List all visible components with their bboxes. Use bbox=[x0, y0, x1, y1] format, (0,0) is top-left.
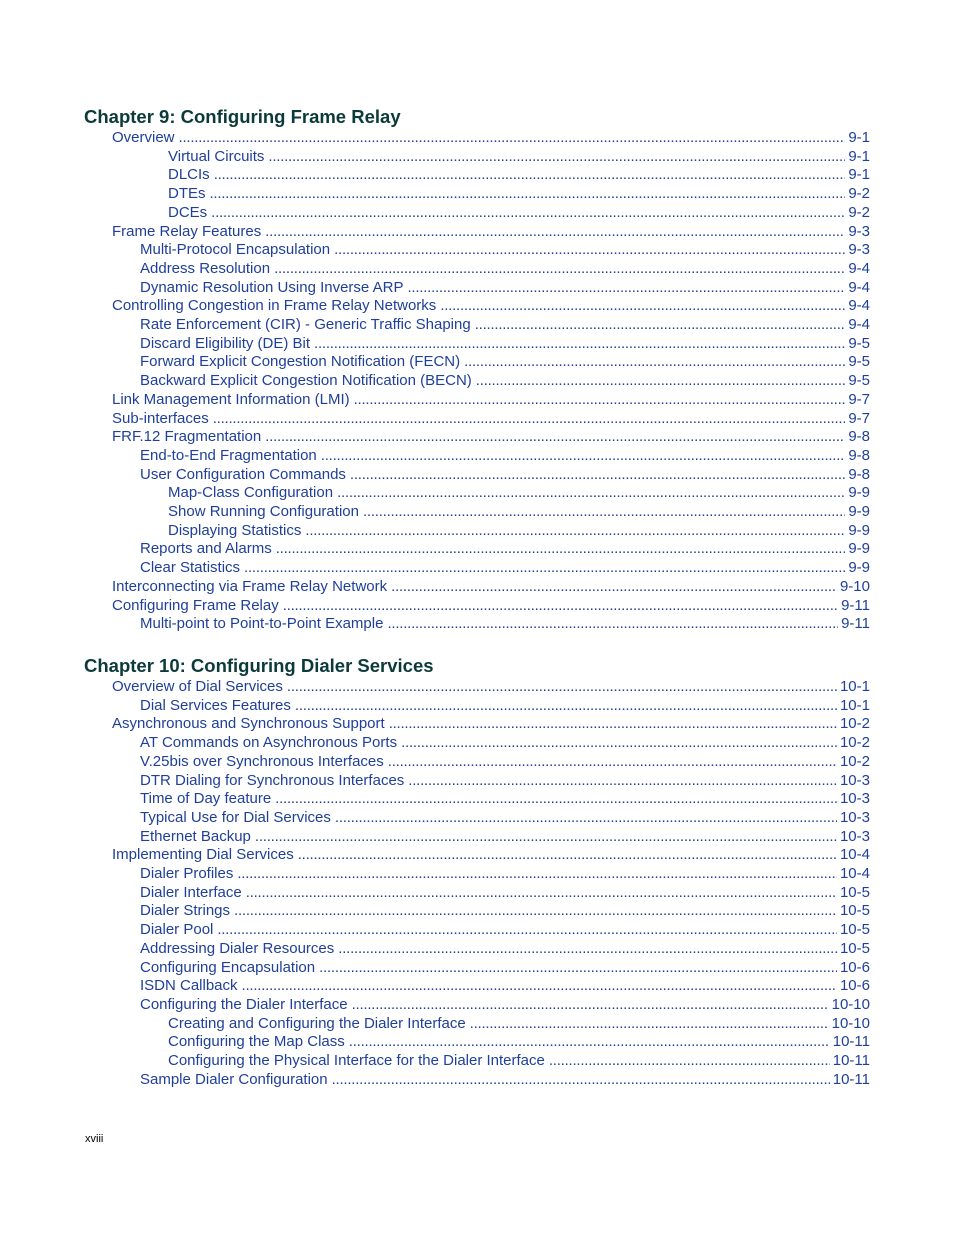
toc-entry[interactable] bbox=[168, 484, 870, 503]
dot-leader bbox=[352, 996, 829, 1015]
toc-entry[interactable] bbox=[140, 540, 870, 559]
toc-entry-page: 9-9 bbox=[848, 540, 870, 558]
dot-leader bbox=[213, 410, 846, 429]
toc-entry-page: 9-9 bbox=[848, 503, 870, 520]
dot-leader bbox=[440, 297, 845, 316]
toc-entry-label: DLCIs bbox=[168, 166, 210, 184]
dot-leader bbox=[334, 241, 845, 260]
dot-leader bbox=[319, 959, 837, 978]
toc-entry-page: 9-4 bbox=[848, 259, 870, 277]
toc-entry[interactable] bbox=[112, 410, 870, 429]
toc-entry-page: 9-8 bbox=[848, 446, 870, 464]
toc-entry-page: 9-2 bbox=[848, 185, 870, 203]
toc-entry-page: 9-9 bbox=[848, 559, 870, 577]
toc-entry-label: AT Commands on Asynchronous Ports bbox=[140, 734, 398, 752]
toc-entry[interactable] bbox=[140, 353, 870, 372]
toc-entry[interactable] bbox=[140, 902, 870, 921]
dot-leader bbox=[321, 447, 846, 466]
toc-entry-label: Interconnecting via Frame Relay Network bbox=[112, 577, 388, 595]
toc-entry[interactable] bbox=[168, 1033, 870, 1052]
toc-entry-label: Controlling Congestion in Frame Relay Networks bbox=[112, 297, 437, 315]
dot-leader bbox=[476, 372, 846, 391]
dot-leader bbox=[246, 884, 837, 903]
toc-entry-page: 9-11 bbox=[841, 615, 870, 633]
dot-leader bbox=[242, 977, 837, 996]
toc-entry[interactable] bbox=[140, 996, 870, 1015]
toc-entry-page: 9-2 bbox=[848, 203, 870, 221]
dot-leader bbox=[255, 828, 837, 847]
toc-entry[interactable] bbox=[140, 977, 870, 996]
toc-entry-page: 10-4 bbox=[839, 846, 870, 864]
toc-entry[interactable] bbox=[112, 678, 870, 697]
dot-leader bbox=[332, 1071, 830, 1090]
toc-entry-page: 10-2 bbox=[839, 734, 870, 752]
dot-leader bbox=[275, 790, 837, 809]
toc-entry-page: 9-1 bbox=[848, 166, 870, 184]
toc-entry-label: Address Resolution bbox=[140, 259, 271, 277]
toc-entry-label: Link Management Information (LMI) bbox=[112, 390, 350, 408]
dot-leader bbox=[391, 578, 837, 597]
toc-entry-label: Dialer Interface bbox=[140, 883, 242, 901]
toc-entry[interactable] bbox=[168, 522, 870, 541]
toc-entry-label: Reports and Alarms bbox=[140, 540, 272, 558]
toc-entry[interactable] bbox=[140, 335, 870, 354]
dot-leader bbox=[298, 846, 837, 865]
dot-leader bbox=[268, 148, 845, 167]
toc-entry-page: 10-3 bbox=[839, 827, 870, 845]
toc-entry-label: Displaying Statistics bbox=[168, 521, 302, 539]
dot-leader bbox=[210, 185, 846, 204]
toc-entry-label: Backward Explicit Congestion Notification (BECN) bbox=[140, 372, 472, 390]
toc-entry[interactable] bbox=[140, 790, 870, 809]
toc-entry-label: Time of Day feature bbox=[140, 790, 272, 808]
dot-leader bbox=[408, 772, 837, 791]
toc-entry-label: Map-Class Configuration bbox=[168, 484, 334, 502]
dot-leader bbox=[388, 753, 837, 772]
toc-entry-page: 10-3 bbox=[839, 790, 870, 808]
toc-entry-page: 9-1 bbox=[848, 147, 870, 165]
dot-leader bbox=[335, 809, 837, 828]
dot-leader bbox=[214, 166, 846, 185]
toc-entry-page: 10-5 bbox=[839, 939, 870, 957]
toc-entry-page: 9-8 bbox=[848, 465, 870, 483]
toc-entry-page: 10-2 bbox=[839, 752, 870, 770]
toc-entry-label: Multi-Protocol Encapsulation bbox=[140, 241, 331, 259]
chapter-9-heading: Chapter 9: Configuring Frame Relay bbox=[84, 106, 401, 127]
toc-entry-page: 10-10 bbox=[831, 1014, 870, 1032]
toc-entry-page: 10-6 bbox=[839, 977, 870, 995]
toc-entry-label: Virtual Circuits bbox=[168, 147, 265, 165]
toc-entry-page: 9-10 bbox=[839, 577, 870, 595]
dot-leader bbox=[350, 466, 845, 485]
toc-entry[interactable] bbox=[140, 279, 870, 298]
dot-leader bbox=[179, 129, 846, 148]
toc-entry[interactable] bbox=[140, 260, 870, 279]
toc-entry-label: Frame Relay Features bbox=[112, 222, 262, 240]
dot-leader bbox=[464, 353, 845, 372]
dot-leader bbox=[217, 921, 837, 940]
toc-entry[interactable] bbox=[140, 884, 870, 903]
toc-entry-label: Configuring the Physical Interface for the Dialer Interface bbox=[168, 1052, 545, 1069]
page-number: xviii bbox=[85, 1133, 104, 1145]
toc-entry-label: Configuring the Map Class bbox=[168, 1033, 345, 1051]
toc-entry[interactable] bbox=[140, 828, 870, 847]
dot-leader bbox=[314, 335, 845, 354]
toc-entry[interactable] bbox=[140, 772, 870, 791]
toc-entry-page: 9-5 bbox=[848, 372, 870, 390]
toc-entry-page: 10-11 bbox=[832, 1033, 870, 1051]
toc-entry-page: 9-4 bbox=[848, 278, 870, 296]
dot-leader bbox=[283, 597, 838, 616]
toc-entry-label: Forward Explicit Congestion Notification (FECN) bbox=[140, 353, 461, 371]
dot-leader bbox=[387, 615, 838, 634]
toc-entry-page: 9-9 bbox=[848, 521, 870, 539]
toc-entry[interactable] bbox=[112, 597, 870, 616]
toc-entry-label: Sub-interfaces bbox=[112, 409, 209, 427]
toc-entry-page: 10-1 bbox=[839, 678, 870, 695]
toc-entry-label: DCEs bbox=[168, 203, 208, 221]
toc-entry-label: Show Running Configuration bbox=[168, 503, 359, 520]
dot-leader bbox=[234, 902, 837, 921]
toc-entry[interactable] bbox=[140, 241, 870, 260]
toc-entry-label: Creating and Configuring the Dialer Interface bbox=[168, 1014, 466, 1032]
dot-leader bbox=[407, 279, 845, 298]
toc-entry[interactable] bbox=[140, 921, 870, 940]
toc-entry-label: Discard Eligibility (DE) Bit bbox=[140, 334, 311, 352]
toc-entry-label: Ethernet Backup bbox=[140, 827, 251, 845]
toc-entry-page: 9-5 bbox=[848, 334, 870, 352]
dot-leader bbox=[211, 204, 845, 223]
toc-entry-page: 9-1 bbox=[848, 129, 870, 146]
toc-entry-label: Addressing Dialer Resources bbox=[140, 939, 335, 957]
toc-entry-label: Overview bbox=[112, 129, 175, 146]
dot-leader bbox=[274, 260, 845, 279]
toc-entry-page: 10-11 bbox=[832, 1070, 870, 1088]
toc-entry[interactable] bbox=[112, 223, 870, 242]
toc-entry[interactable] bbox=[112, 428, 870, 447]
dot-leader bbox=[244, 559, 845, 578]
dot-leader bbox=[401, 734, 837, 753]
toc-entry[interactable] bbox=[140, 865, 870, 884]
toc-entry-label: Dialer Profiles bbox=[140, 865, 234, 882]
chapter-10-heading: Chapter 10: Configuring Dialer Services bbox=[84, 655, 434, 676]
toc-entry-label: Multi-point to Point-to-Point Example bbox=[140, 615, 384, 633]
toc-entry-page: 10-5 bbox=[839, 883, 870, 901]
toc-entry[interactable] bbox=[112, 391, 870, 410]
dot-leader bbox=[354, 391, 846, 410]
toc-entry-page: 10-3 bbox=[839, 808, 870, 826]
toc-entry-label: Configuring the Dialer Interface bbox=[140, 995, 348, 1013]
toc-entry-label: Dialer Pool bbox=[140, 921, 214, 939]
toc-entry-label: Sample Dialer Configuration bbox=[140, 1070, 328, 1088]
dot-leader bbox=[475, 316, 846, 335]
toc-entry-page: 10-10 bbox=[831, 995, 870, 1013]
toc-entry[interactable] bbox=[140, 809, 870, 828]
toc-entry-label: Clear Statistics bbox=[140, 559, 241, 577]
toc-entry[interactable] bbox=[112, 715, 870, 734]
dot-leader bbox=[276, 540, 846, 559]
toc-entry-label: FRF.12 Fragmentation bbox=[112, 428, 262, 446]
dot-leader bbox=[363, 503, 845, 522]
toc-entry[interactable] bbox=[140, 1071, 870, 1090]
toc-entry-label: Configuring Encapsulation bbox=[140, 958, 316, 976]
toc-entry[interactable] bbox=[168, 1052, 870, 1071]
toc-entry-page: 10-3 bbox=[839, 771, 870, 789]
dot-leader bbox=[349, 1033, 830, 1052]
toc-entry[interactable] bbox=[168, 185, 870, 204]
toc-entry[interactable] bbox=[168, 503, 870, 522]
toc-entry-label: Implementing Dial Services bbox=[112, 846, 294, 864]
toc-entry-page: 10-6 bbox=[839, 958, 870, 976]
toc-entry[interactable] bbox=[168, 166, 870, 185]
toc-entry-label: DTEs bbox=[168, 185, 206, 203]
toc-entry[interactable] bbox=[140, 615, 870, 634]
toc-entry-page: 9-11 bbox=[841, 596, 870, 614]
toc-entry[interactable] bbox=[140, 697, 870, 716]
toc-entry[interactable] bbox=[140, 959, 870, 978]
toc-entry-page: 10-1 bbox=[839, 696, 870, 714]
toc-entry-page: 10-2 bbox=[839, 715, 870, 733]
toc-entry[interactable] bbox=[168, 204, 870, 223]
toc-entry[interactable] bbox=[140, 753, 870, 772]
toc-entry[interactable] bbox=[112, 297, 870, 316]
toc-entry-page: 9-9 bbox=[848, 484, 870, 502]
toc-entry-page: 9-7 bbox=[848, 390, 870, 408]
toc-entry-page: 9-8 bbox=[848, 428, 870, 446]
toc-entry[interactable] bbox=[140, 372, 870, 391]
toc-entry-page: 9-3 bbox=[848, 222, 870, 240]
toc-entry-label: Configuring Frame Relay bbox=[112, 596, 279, 614]
toc-entry-label: ISDN Callback bbox=[140, 977, 238, 995]
toc-entry-label: Typical Use for Dial Services bbox=[140, 808, 331, 826]
toc-entry-label: DTR Dialing for Synchronous Interfaces bbox=[140, 771, 405, 789]
toc-entry-page: 10-5 bbox=[839, 902, 870, 920]
dot-leader bbox=[338, 940, 837, 959]
toc-entry-label: Dial Services Features bbox=[140, 696, 291, 714]
toc-entry-page: 10-5 bbox=[839, 921, 870, 939]
toc-entry-page: 9-4 bbox=[848, 297, 870, 315]
dot-leader bbox=[549, 1052, 830, 1071]
toc-entry[interactable] bbox=[112, 578, 870, 597]
toc-entry-page: 9-7 bbox=[848, 409, 870, 427]
toc-entry[interactable] bbox=[140, 316, 870, 335]
toc-entry-label: Asynchronous and Synchronous Support bbox=[112, 715, 385, 733]
toc-entry[interactable] bbox=[140, 734, 870, 753]
dot-leader bbox=[265, 223, 845, 242]
toc-entry-page: 9-4 bbox=[848, 316, 870, 333]
dot-leader bbox=[305, 522, 845, 541]
toc-entry-label: Rate Enforcement (CIR) - Generic Traffic Shaping bbox=[140, 316, 471, 333]
toc-entry-label: User Configuration Commands bbox=[140, 465, 346, 483]
toc-entry-label: Overview of Dial Services bbox=[112, 678, 283, 695]
toc-entry[interactable] bbox=[112, 129, 870, 148]
toc-entry[interactable] bbox=[140, 559, 870, 578]
toc-entry-label: Dialer Strings bbox=[140, 902, 231, 920]
toc-entry-page: 10-11 bbox=[832, 1052, 870, 1069]
toc-entry[interactable] bbox=[112, 846, 870, 865]
dot-leader bbox=[237, 865, 837, 884]
dot-leader bbox=[470, 1015, 829, 1034]
toc-entry-label: Dynamic Resolution Using Inverse ARP bbox=[140, 278, 404, 296]
toc-entry-label: End-to-End Fragmentation bbox=[140, 446, 317, 464]
toc-entry-page: 10-4 bbox=[839, 865, 870, 882]
toc-entry-label: V.25bis over Synchronous Interfaces bbox=[140, 752, 384, 770]
dot-leader bbox=[265, 428, 845, 447]
toc-entry[interactable] bbox=[140, 466, 870, 485]
dot-leader bbox=[287, 678, 837, 697]
dot-leader bbox=[295, 697, 837, 716]
toc-entry-page: 9-3 bbox=[848, 241, 870, 259]
toc-entry[interactable] bbox=[140, 447, 870, 466]
dot-leader bbox=[337, 484, 845, 503]
toc-entry[interactable] bbox=[168, 148, 870, 167]
toc-entry[interactable] bbox=[168, 1015, 870, 1034]
toc-entry[interactable] bbox=[140, 940, 870, 959]
toc-entry-page: 9-5 bbox=[848, 353, 870, 371]
dot-leader bbox=[389, 715, 837, 734]
